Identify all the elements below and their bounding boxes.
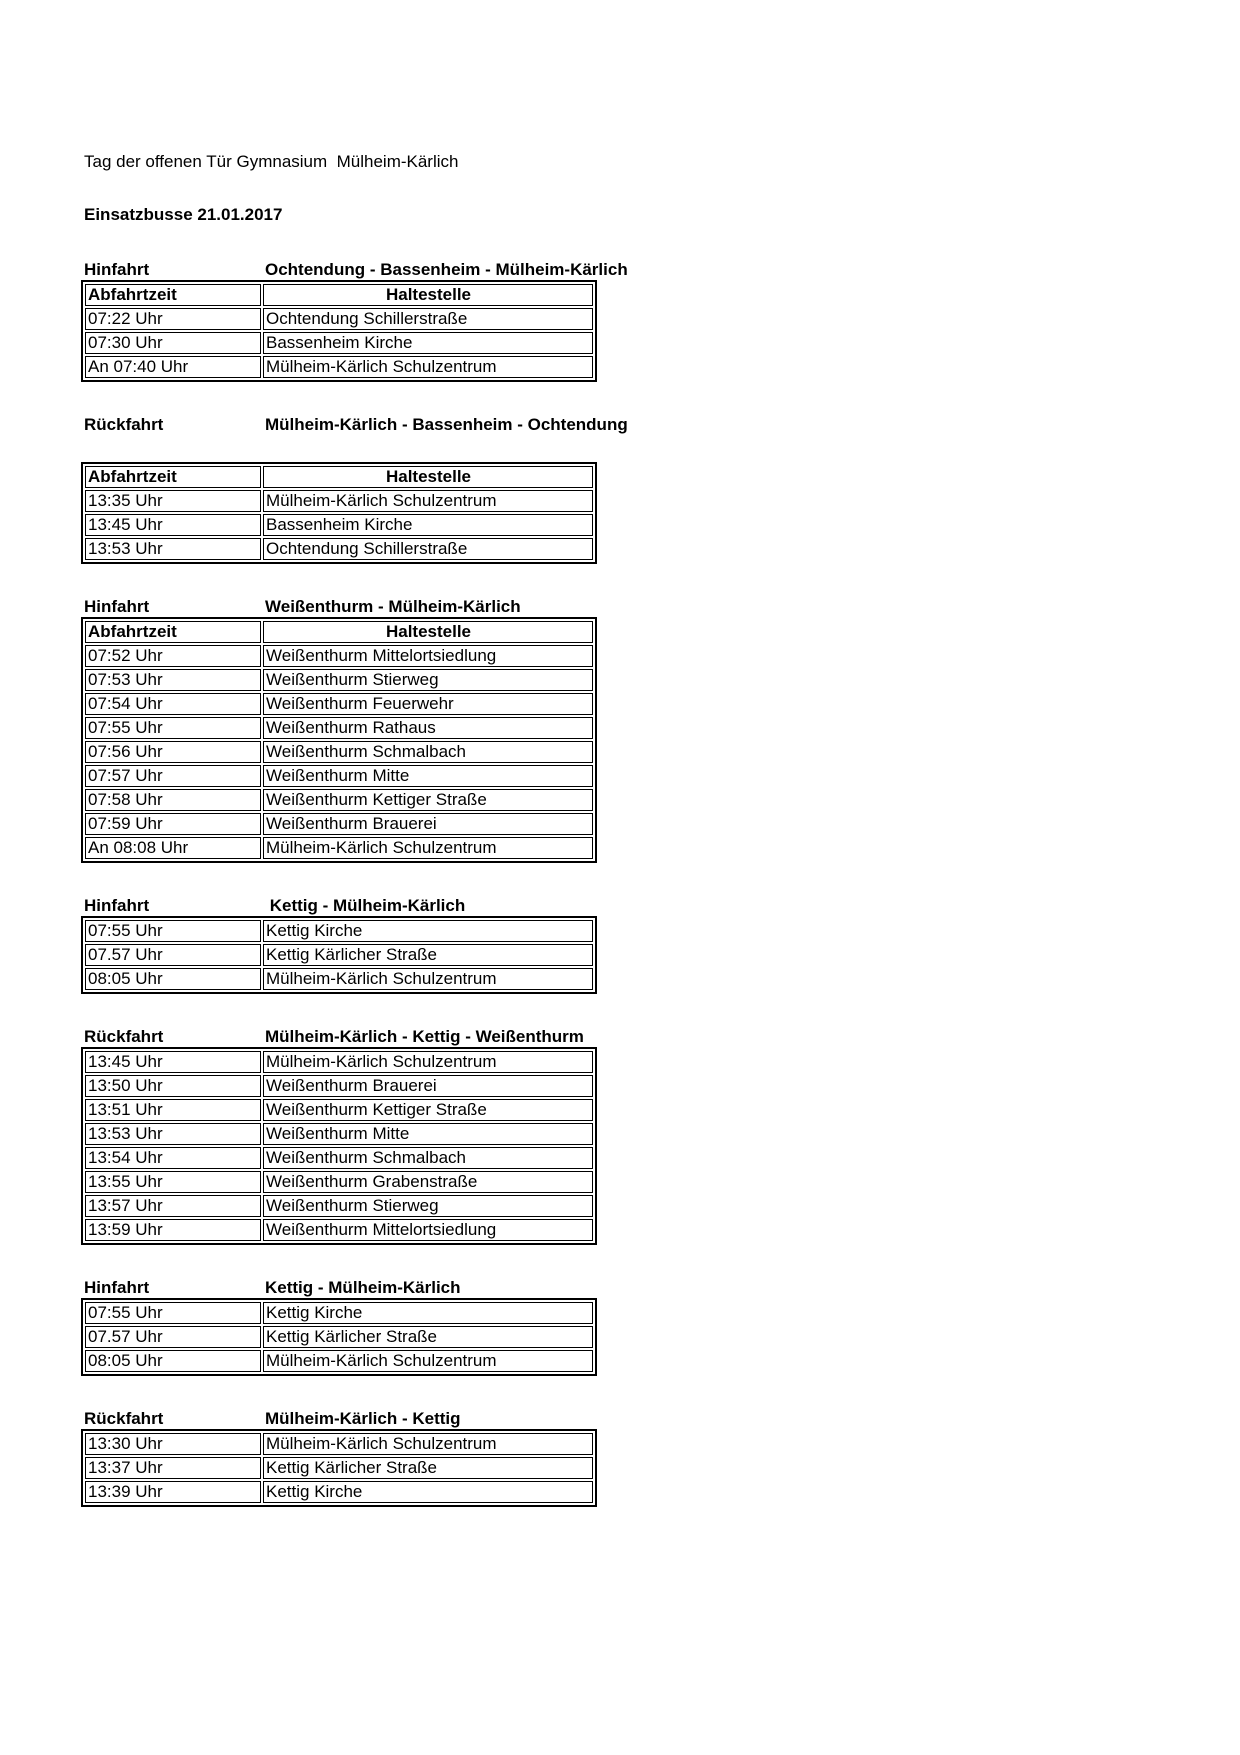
cell-stop: Ochtendung Schillerstraße xyxy=(263,308,593,330)
cell-time: 13:53 Uhr xyxy=(85,1123,261,1145)
cell-stop: Weißenthurm Mitte xyxy=(263,765,593,787)
column-header-time: Abfahrtzeit xyxy=(85,284,261,306)
section-heading xyxy=(84,415,1200,435)
page-title: Tag der offenen Tür Gymnasium Mülheim-Kärlich xyxy=(84,152,459,171)
cell-time: 13:54 Uhr xyxy=(85,1147,261,1169)
schedule-table xyxy=(81,617,597,863)
section-heading xyxy=(84,1027,1200,1047)
cell-stop: Kettig Kirche xyxy=(263,1302,593,1324)
table-row xyxy=(85,669,593,691)
direction-label: Rückfahrt xyxy=(84,415,164,434)
section-heading xyxy=(84,1409,1200,1429)
cell-time: An 08:08 Uhr xyxy=(85,837,261,859)
cell-stop: Kettig Kärlicher Straße xyxy=(263,1457,593,1479)
schedule-table xyxy=(81,1047,597,1245)
route-label: Ochtendung - Bassenheim - Mülheim-Kärlich xyxy=(265,260,628,279)
table-row xyxy=(85,968,593,990)
cell-stop: Bassenheim Kirche xyxy=(263,332,593,354)
schedule-section xyxy=(81,896,1200,994)
table-row xyxy=(85,645,593,667)
cell-time: 13:30 Uhr xyxy=(85,1433,261,1455)
column-header-stop: Haltestelle xyxy=(263,466,593,488)
table-header-row xyxy=(85,466,593,488)
cell-stop: Kettig Kärlicher Straße xyxy=(263,944,593,966)
table-header-row xyxy=(85,284,593,306)
table-row xyxy=(85,1481,593,1503)
schedule-section xyxy=(81,260,1200,382)
table-row xyxy=(85,1099,593,1121)
route-label: Mülheim-Kärlich - Kettig - Weißenthurm xyxy=(265,1027,584,1046)
cell-stop: Weißenthurm Brauerei xyxy=(263,813,593,835)
route-label: Mülheim-Kärlich - Bassenheim - Ochtendung xyxy=(265,415,628,434)
cell-time: 13:45 Uhr xyxy=(85,514,261,536)
cell-stop: Weißenthurm Mitte xyxy=(263,1123,593,1145)
cell-time: 13:53 Uhr xyxy=(85,538,261,560)
cell-stop: Mülheim-Kärlich Schulzentrum xyxy=(263,490,593,512)
route-label: Weißenthurm - Mülheim-Kärlich xyxy=(265,597,521,616)
schedule-section xyxy=(81,1278,1200,1376)
table-header-row xyxy=(85,621,593,643)
cell-time: 13:39 Uhr xyxy=(85,1481,261,1503)
route-label: Kettig - Mülheim-Kärlich xyxy=(265,896,466,915)
table-row xyxy=(85,1302,593,1324)
table-row xyxy=(85,693,593,715)
cell-stop: Weißenthurm Brauerei xyxy=(263,1075,593,1097)
section-heading xyxy=(84,260,1200,280)
cell-time: 07:57 Uhr xyxy=(85,765,261,787)
cell-time: 07:30 Uhr xyxy=(85,332,261,354)
table-row xyxy=(85,1051,593,1073)
direction-label: Hinfahrt xyxy=(84,1278,150,1297)
section-heading xyxy=(84,896,1200,916)
table-row xyxy=(85,1123,593,1145)
schedule-section xyxy=(81,597,1200,863)
table-row xyxy=(85,1350,593,1372)
schedule-table xyxy=(81,916,597,994)
table-row xyxy=(85,1171,593,1193)
cell-stop: Ochtendung Schillerstraße xyxy=(263,538,593,560)
cell-stop: Weißenthurm Schmalbach xyxy=(263,741,593,763)
cell-stop: Mülheim-Kärlich Schulzentrum xyxy=(263,1433,593,1455)
table-row xyxy=(85,356,593,378)
route-label: Mülheim-Kärlich - Kettig xyxy=(265,1409,461,1428)
cell-stop: Mülheim-Kärlich Schulzentrum xyxy=(263,1051,593,1073)
cell-stop: Weißenthurm Stierweg xyxy=(263,669,593,691)
cell-time: 08:05 Uhr xyxy=(85,968,261,990)
cell-time: 13:37 Uhr xyxy=(85,1457,261,1479)
cell-time: 07:52 Uhr xyxy=(85,645,261,667)
table-row xyxy=(85,1219,593,1241)
table-row xyxy=(85,944,593,966)
cell-stop: Mülheim-Kärlich Schulzentrum xyxy=(263,837,593,859)
schedule-table xyxy=(81,462,597,564)
table-row xyxy=(85,920,593,942)
direction-label: Rückfahrt xyxy=(84,1027,164,1046)
column-header-time: Abfahrtzeit xyxy=(85,466,261,488)
schedule-section xyxy=(81,1027,1200,1245)
route-label: Kettig - Mülheim-Kärlich xyxy=(265,1278,461,1297)
direction-label: Hinfahrt xyxy=(84,896,150,915)
cell-time: 07:59 Uhr xyxy=(85,813,261,835)
table-row xyxy=(85,308,593,330)
cell-time: 13:57 Uhr xyxy=(85,1195,261,1217)
table-row xyxy=(85,1075,593,1097)
table-row xyxy=(85,1457,593,1479)
cell-stop: Weißenthurm Mittelortsiedlung xyxy=(263,645,593,667)
cell-stop: Mülheim-Kärlich Schulzentrum xyxy=(263,356,593,378)
cell-stop: Bassenheim Kirche xyxy=(263,514,593,536)
schedule-section xyxy=(81,1409,1200,1507)
cell-time: 07:56 Uhr xyxy=(85,741,261,763)
cell-time: 07:55 Uhr xyxy=(85,717,261,739)
table-row xyxy=(85,538,593,560)
column-header-time: Abfahrtzeit xyxy=(85,621,261,643)
table-row xyxy=(85,717,593,739)
table-row xyxy=(85,1433,593,1455)
cell-time: 13:59 Uhr xyxy=(85,1219,261,1241)
table-row xyxy=(85,789,593,811)
direction-label: Hinfahrt xyxy=(84,597,150,616)
table-row xyxy=(85,490,593,512)
cell-time: 08:05 Uhr xyxy=(85,1350,261,1372)
cell-time: 07:54 Uhr xyxy=(85,693,261,715)
table-row xyxy=(85,1195,593,1217)
table-row xyxy=(85,813,593,835)
table-row xyxy=(85,765,593,787)
cell-stop: Weißenthurm Feuerwehr xyxy=(263,693,593,715)
cell-stop: Weißenthurm Grabenstraße xyxy=(263,1171,593,1193)
cell-stop: Kettig Kirche xyxy=(263,1481,593,1503)
cell-stop: Weißenthurm Kettiger Straße xyxy=(263,1099,593,1121)
cell-time: 07:58 Uhr xyxy=(85,789,261,811)
schedule-sections xyxy=(81,260,1200,1507)
section-heading xyxy=(84,597,1200,617)
cell-stop: Weißenthurm Mittelortsiedlung xyxy=(263,1219,593,1241)
column-header-stop: Haltestelle xyxy=(263,621,593,643)
document-subtitle: Einsatzbusse 21.01.2017 xyxy=(84,205,283,224)
cell-stop: Weißenthurm Kettiger Straße xyxy=(263,789,593,811)
cell-stop: Kettig Kirche xyxy=(263,920,593,942)
cell-time: 07:55 Uhr xyxy=(85,920,261,942)
cell-stop: Weißenthurm Stierweg xyxy=(263,1195,593,1217)
cell-stop: Mülheim-Kärlich Schulzentrum xyxy=(263,968,593,990)
table-row xyxy=(85,514,593,536)
table-row xyxy=(85,741,593,763)
cell-stop: Weißenthurm Schmalbach xyxy=(263,1147,593,1169)
cell-time: 07.57 Uhr xyxy=(85,1326,261,1348)
direction-label: Rückfahrt xyxy=(84,1409,164,1428)
table-row xyxy=(85,332,593,354)
cell-time: 07:22 Uhr xyxy=(85,308,261,330)
schedule-section xyxy=(81,415,1200,564)
schedule-table xyxy=(81,280,597,382)
cell-time: An 07:40 Uhr xyxy=(85,356,261,378)
section-heading xyxy=(84,1278,1200,1298)
cell-time: 13:55 Uhr xyxy=(85,1171,261,1193)
cell-time: 13:35 Uhr xyxy=(85,490,261,512)
cell-time: 07.57 Uhr xyxy=(85,944,261,966)
cell-stop: Kettig Kärlicher Straße xyxy=(263,1326,593,1348)
table-row xyxy=(85,1326,593,1348)
cell-stop: Mülheim-Kärlich Schulzentrum xyxy=(263,1350,593,1372)
cell-time: 13:45 Uhr xyxy=(85,1051,261,1073)
cell-stop: Weißenthurm Rathaus xyxy=(263,717,593,739)
table-row xyxy=(85,1147,593,1169)
schedule-table xyxy=(81,1429,597,1507)
cell-time: 13:50 Uhr xyxy=(85,1075,261,1097)
schedule-table xyxy=(81,1298,597,1376)
direction-label: Hinfahrt xyxy=(84,260,150,279)
column-header-stop: Haltestelle xyxy=(263,284,593,306)
cell-time: 13:51 Uhr xyxy=(85,1099,261,1121)
table-row xyxy=(85,837,593,859)
cell-time: 07:53 Uhr xyxy=(85,669,261,691)
cell-time: 07:55 Uhr xyxy=(85,1302,261,1324)
